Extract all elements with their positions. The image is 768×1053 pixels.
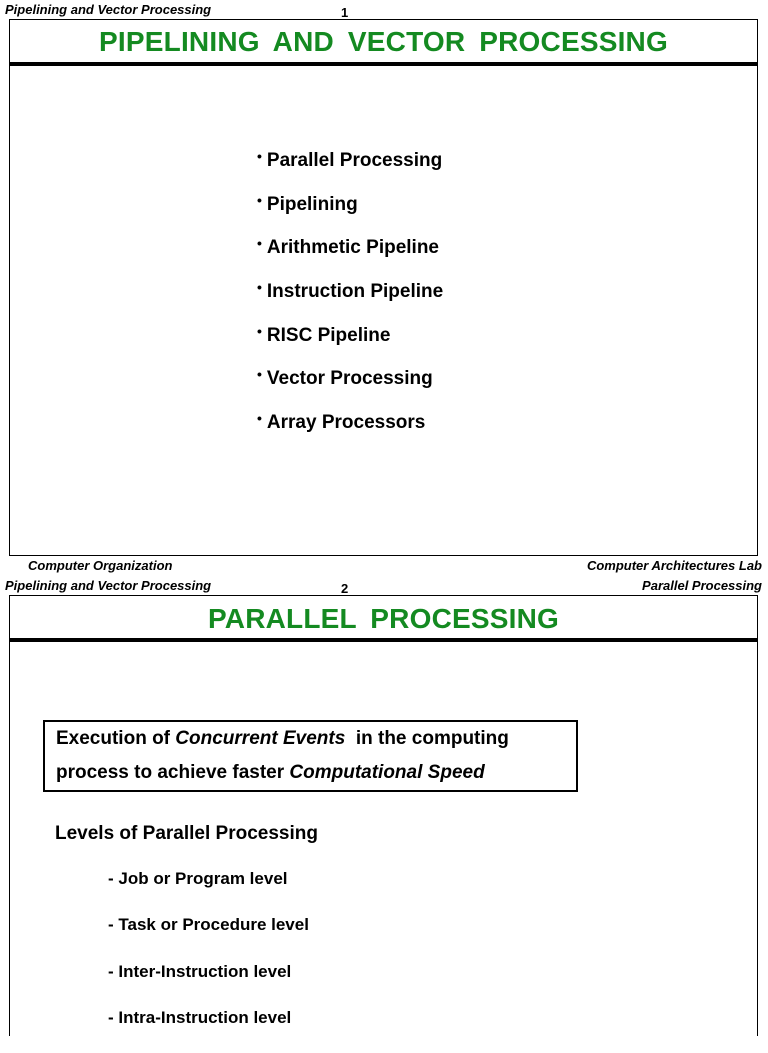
page1-footer-left: Computer Organization (28, 558, 173, 573)
slide-1-title-rule (10, 62, 757, 66)
definition-line-1: Execution of Concurrent Events in the computing (56, 728, 509, 749)
page1-footer-right: Computer Architectures Lab (586, 558, 762, 573)
topic-item: • Parallel Processing (249, 145, 443, 189)
levels-heading: Levels of Parallel Processing (55, 823, 318, 844)
slide-2 (9, 595, 758, 1036)
topic-item: • Vector Processing (249, 363, 443, 407)
topic-item: • Instruction Pipeline (249, 276, 443, 320)
computational-speed-emphasis: Computational Speed (289, 762, 485, 783)
levels-list (108, 868, 309, 1053)
topic-item: • Pipelining (249, 189, 443, 233)
bullet-icon: • (257, 191, 262, 208)
concurrent-events-emphasis: Concurrent Events (175, 728, 346, 749)
page2-header-left: Pipelining and Vector Processing (5, 578, 212, 593)
bullet-icon: • (257, 366, 262, 383)
level-item: - Job or Program level (108, 869, 288, 888)
page2-header-right: Parallel Processing (642, 578, 762, 593)
topic-item: • Arithmetic Pipeline (249, 232, 443, 276)
topic-item: • Array Processors (249, 407, 443, 451)
level-item: - Task or Procedure level (108, 915, 309, 935)
bullet-icon: • (257, 410, 262, 427)
slide-1 (9, 19, 758, 556)
definition-line-2: process to achieve faster Computational Speed (56, 762, 485, 783)
topic-item: • RISC Pipeline (249, 320, 443, 364)
slide-2-title: PARALLEL PROCESSING (207, 603, 560, 634)
slide-2-title-rule (10, 638, 757, 642)
topic-list (249, 145, 443, 451)
bullet-icon: • (257, 235, 262, 252)
level-item: - Intra-Instruction level (108, 1007, 292, 1027)
slide-1-title: PIPELINING AND VECTOR PROCESSING (99, 26, 668, 57)
definition-box (43, 720, 578, 792)
bullet-icon: • (257, 279, 262, 296)
bullet-icon: • (257, 322, 262, 339)
page1-number: 1 (341, 5, 349, 20)
bullet-icon: • (257, 148, 262, 164)
page2-number: 2 (341, 581, 349, 596)
page1-header-left: Pipelining and Vector Processing (5, 2, 212, 17)
level-item: - Inter-Instruction level (108, 961, 292, 981)
